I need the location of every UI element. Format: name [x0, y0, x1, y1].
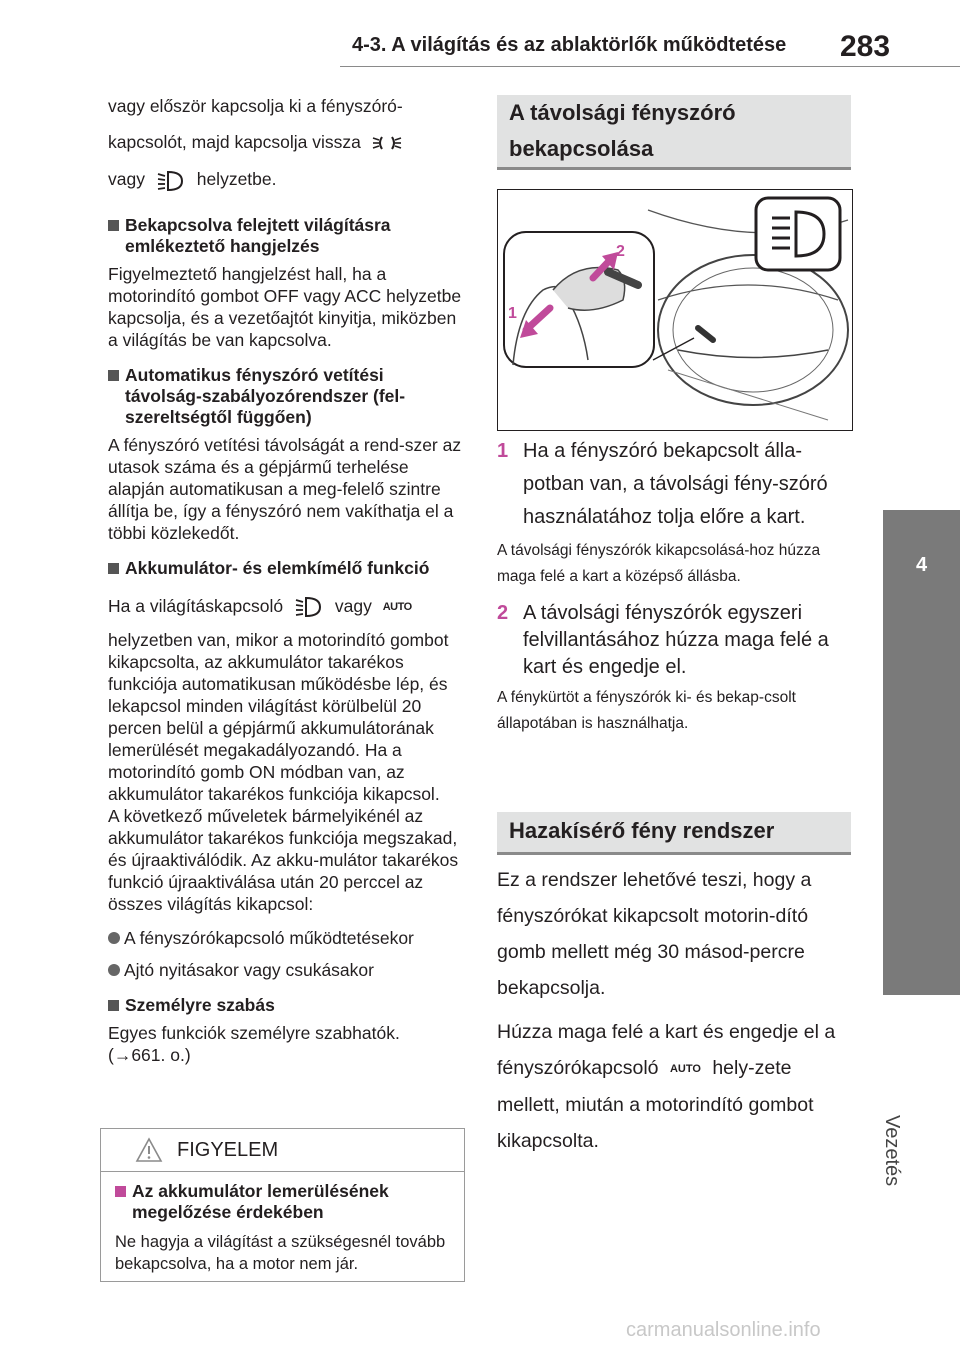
- warning-box: [100, 1128, 465, 1282]
- section-leveling-body: A fényszóró vetítési távolságát a rend-szer az utasok száma és a gépjármű terhelése alapján automatikusan a meg-felelő szintre állítja be, így a fényszóró nem vakíthatja el a többi közlekedőt.: [108, 434, 462, 543]
- section-leveling-title: Automatikus fényszóró vetítési távolság-szabályozórendszer (fel-szereltségtől függően): [125, 364, 406, 427]
- section-customize-heading: [108, 995, 464, 1016]
- square-bullet-icon: [108, 370, 119, 381]
- battery-line-1-a: Ha a világításkapcsoló: [108, 595, 284, 616]
- battery-bullet-2: [108, 959, 464, 981]
- section-battery-title: Akkumulátor- és elemkímélő funkció: [125, 557, 430, 578]
- section-reminder-heading: [108, 215, 464, 257]
- intro-line-3: [108, 168, 464, 192]
- auto-icon: AUTO: [669, 1062, 701, 1075]
- headlight-icon: [294, 595, 324, 619]
- battery-line-1-b: vagy: [334, 595, 372, 616]
- intro-line-2: [108, 131, 464, 154]
- follow-me-paragraph-2-a: Húzza maga felé a kart és engedje el a fényszórókapcsoló: [497, 1021, 836, 1079]
- section-high-beam-heading: [497, 95, 851, 170]
- chapter-title: 4-3. A világítás és az ablaktörlők működtetése: [352, 34, 787, 56]
- warning-header: [101, 1129, 464, 1172]
- chapter-tab-label: Vezetés: [881, 1115, 903, 1187]
- square-bullet-icon: [108, 563, 119, 574]
- section-high-beam-title: A távolsági fényszóró bekapcsolása: [509, 100, 736, 161]
- header-rule: [340, 66, 960, 67]
- section-battery-heading: [108, 558, 464, 579]
- intro-line-2-text: kapcsolót, majd kapcsolja vissza: [108, 132, 361, 152]
- section-battery-body-2: A következő műveletek bármelyikénél az akkumulátor takarékos funkciója megszakad, és újraaktiválódik. Az akku-mulátor takarékos funkció újraaktiválása után 20 perccel az összes világítás kikapcsol:: [108, 806, 459, 915]
- square-bullet-icon: [108, 220, 119, 231]
- chapter-side-tab[interactable]: [881, 510, 960, 1187]
- section-leveling-heading: [108, 365, 464, 428]
- step-1-text: Ha a fényszóró bekapcsolt álla-potban van, a távolsági fény-szóró használatához tolja előre a kart.: [523, 440, 828, 528]
- battery-bullet-1: [108, 927, 464, 949]
- page-reference-link[interactable]: (→661. o.): [108, 1045, 191, 1066]
- section-battery-line-1: [108, 595, 464, 619]
- step-2-note: A fénykürtöt a fényszórók ki- és bekap-csolt állapotában is használhatja.: [497, 689, 796, 732]
- section-battery-body: helyzetben van, mikor a motorindító gombot kikapcsolta, az akkumulátor takarékos funkciója automatikusan működésbe lép, és lekapcsol minden világítást körülbelül 20 percen belül a gépjármű akkumulátorának lemerülését megakadályozandó. Ha a motorindító gomb ON módban van, az akkumulátor takarékos funkciója kikapcsol.: [108, 630, 449, 805]
- step-1: [497, 435, 853, 534]
- headlight-icon: [156, 169, 186, 193]
- section-customize-body: Egyes funkciók személyre szabhatók.: [108, 1023, 400, 1044]
- headlight-lever-figure: [498, 190, 852, 430]
- intro-line-1: vagy először kapcsolja ki a fényszóró-: [108, 96, 403, 116]
- section-reminder-body: Figyelmeztető hangjelzést hall, ha a motorindító gombot OFF vagy ACC helyzetbe kapcsolja, és a vezetőajtót kinyitja, miközben a világítás be van kapcsolva.: [108, 263, 462, 350]
- section-follow-me-heading: [497, 812, 851, 855]
- warning-subheading: [115, 1181, 455, 1223]
- page-number: 283: [840, 30, 891, 63]
- battery-bullet-1-text: A fényszórókapcsoló működtetésekor: [124, 928, 414, 949]
- step-2-text: A távolsági fényszórók egyszeri felvillantásához húzza maga felé a kart és engedje el.: [523, 602, 829, 678]
- section-follow-me-title: Hazakísérő fény rendszer: [509, 818, 775, 843]
- lever-illustration: [497, 189, 853, 431]
- intro-line-3-b: helyzetbe.: [196, 169, 277, 190]
- section-reminder-title: Bekapcsolva felejtett világításra emlékeztető hangjelzés: [125, 214, 391, 256]
- warning-text: Ne hagyja a világítást a szükségesnél tovább bekapcsolva, ha a motor nem jár.: [115, 1233, 446, 1273]
- battery-bullet-2-text: Ajtó nyitásakor vagy csukásakor: [124, 960, 374, 981]
- page-header: [0, 0, 960, 86]
- section-customize-title: Személyre szabás: [125, 995, 275, 1016]
- round-bullet-icon: [108, 932, 120, 944]
- step-1-note: A távolsági fényszórók kikapcsolásá-hoz húzza maga felé a kart a középső állásba.: [497, 542, 821, 585]
- step-1-number: 1: [497, 440, 509, 462]
- right-column: [497, 435, 853, 737]
- parking-lights-icon: [372, 132, 402, 154]
- warning-triangle-icon: [135, 1137, 163, 1163]
- step-2-number: 2: [497, 602, 509, 624]
- warning-body: [115, 1181, 455, 1275]
- round-bullet-icon: [108, 964, 120, 976]
- watermark: carmanualsonline.info: [626, 1319, 821, 1341]
- auto-icon: AUTO: [382, 601, 412, 614]
- warning-title: FIGYELEM: [177, 1139, 279, 1161]
- square-bullet-icon: [115, 1186, 126, 1197]
- follow-me-paragraph-2: [497, 1014, 853, 1159]
- warning-subtitle: Az akkumulátor lemerülésének megelőzése érdekében: [132, 1181, 389, 1222]
- left-column: [108, 95, 464, 1066]
- follow-me-paragraph-2-b: hely-zete mellett, miután a motorindító gombot kikapcsolta.: [497, 1057, 814, 1152]
- step-2: [497, 600, 853, 681]
- figure-label-1: 1: [508, 305, 517, 322]
- figure-label-2: 2: [616, 243, 625, 260]
- square-bullet-icon: [108, 1000, 119, 1011]
- follow-me-paragraph-1: Ez a rendszer lehetővé teszi, hogy a fényszórókat kikapcsolt motorin-dító gomb mellett még 30 másod-percre bekapcsolja.: [497, 869, 812, 999]
- intro-line-3-a: vagy: [108, 169, 145, 190]
- chapter-tab-number: 4: [915, 554, 928, 576]
- follow-me-body: [497, 862, 853, 1159]
